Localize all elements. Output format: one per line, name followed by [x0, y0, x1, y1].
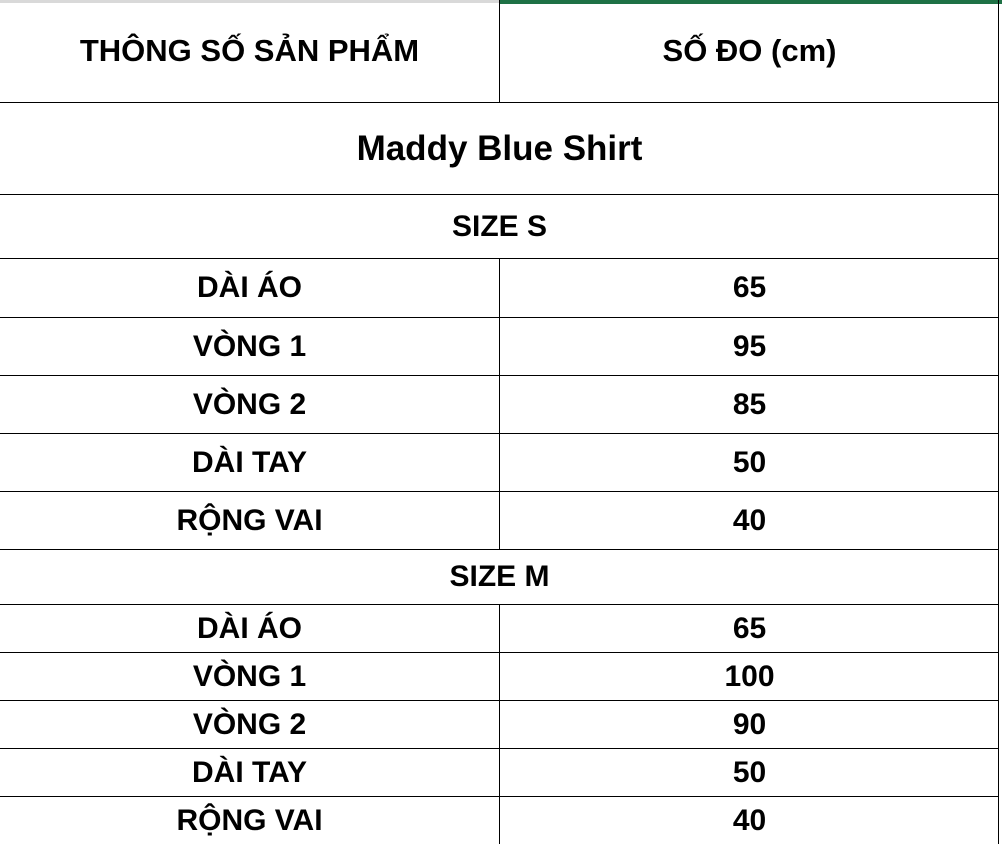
measure-name[interactable]: RỘNG VAI	[176, 503, 323, 537]
table-row	[0, 605, 999, 653]
table-right-border	[998, 0, 999, 844]
product-title-row	[0, 103, 999, 195]
header-row	[0, 0, 999, 103]
measure-value[interactable]: 40	[499, 797, 999, 844]
measure-name[interactable]: VÒNG 1	[192, 329, 307, 363]
measure-name[interactable]: DÀI ÁO	[197, 611, 302, 645]
measure-name[interactable]: RỘNG VAI	[176, 803, 323, 837]
table-row	[0, 749, 999, 797]
size-s-row	[0, 195, 999, 259]
measure-name[interactable]: VÒNG 2	[192, 387, 307, 421]
size-m-label[interactable]: SIZE M	[449, 560, 550, 593]
table-row	[0, 318, 999, 376]
measure-name[interactable]: DÀI TAY	[191, 755, 308, 789]
measure-value[interactable]: 90	[499, 701, 999, 748]
product-name[interactable]: Maddy Blue Shirt	[356, 128, 643, 168]
table-row	[0, 434, 999, 492]
table-row	[0, 376, 999, 434]
header-product-spec[interactable]: THÔNG SỐ SẢN PHẨM	[79, 33, 420, 68]
table-row	[0, 259, 999, 318]
measure-value[interactable]: 40	[499, 492, 999, 549]
measure-value[interactable]: 50	[499, 749, 999, 796]
table-row	[0, 701, 999, 749]
table-row	[0, 492, 999, 550]
measure-value[interactable]: 100	[499, 653, 999, 700]
measure-name[interactable]: VÒNG 1	[192, 659, 307, 693]
size-m-row	[0, 550, 999, 605]
measure-value[interactable]: 65	[499, 605, 999, 652]
measure-name[interactable]: DÀI TAY	[191, 445, 308, 479]
measure-value[interactable]: 50	[499, 434, 999, 491]
table-row	[0, 653, 999, 701]
header-measurement[interactable]: SỐ ĐO (cm)	[499, 0, 999, 102]
measure-value[interactable]: 85	[499, 376, 999, 433]
size-s-label[interactable]: SIZE S	[451, 209, 548, 243]
measure-name[interactable]: DÀI ÁO	[197, 271, 302, 304]
measure-value[interactable]: 65	[499, 259, 999, 317]
measure-name[interactable]: VÒNG 2	[192, 707, 307, 741]
measure-value[interactable]: 95	[499, 318, 999, 375]
table-row	[0, 797, 999, 844]
